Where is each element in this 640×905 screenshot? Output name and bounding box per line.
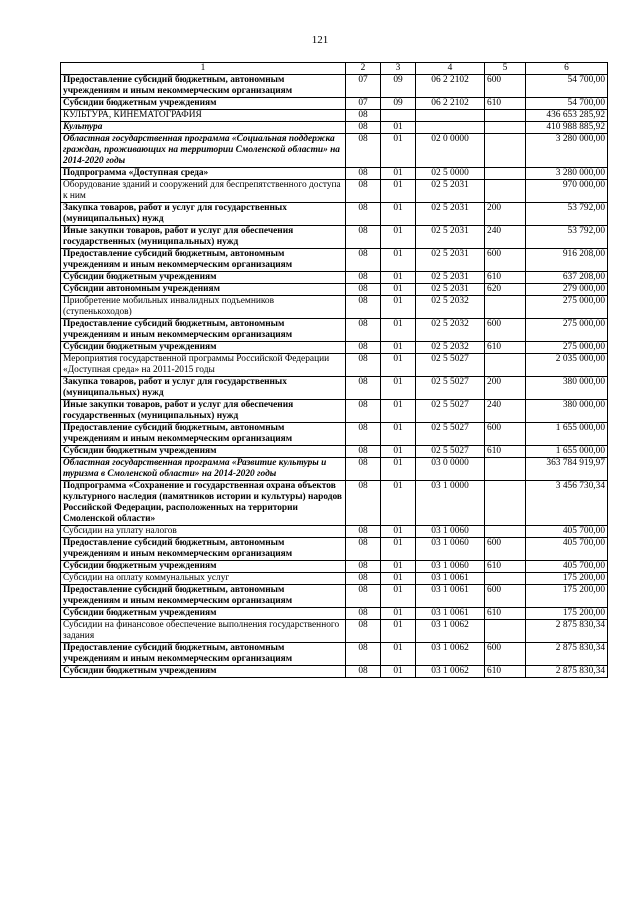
subsection-code: 09: [381, 75, 416, 98]
subsection-code: 09: [381, 98, 416, 110]
row-name: Предоставление субсидий бюджетным, автономным учреждениям и иным некоммерческим организациям: [61, 75, 346, 98]
expense-type-code: 610: [485, 446, 526, 458]
amount: 436 653 285,92: [526, 110, 608, 122]
section-code: 08: [346, 319, 381, 342]
amount: 405 700,00: [526, 561, 608, 573]
table-row: [61, 643, 608, 666]
expense-type-code: [485, 122, 526, 134]
target-article-code: 02 5 2031: [416, 203, 485, 226]
target-article-code: 02 5 2031: [416, 284, 485, 296]
section-code: 08: [346, 526, 381, 538]
section-code: 08: [346, 666, 381, 678]
section-code: 08: [346, 561, 381, 573]
subsection-code: 01: [381, 272, 416, 284]
row-name: КУЛЬТУРА, КИНЕМАТОГРАФИЯ: [61, 110, 346, 122]
amount: 405 700,00: [526, 538, 608, 561]
row-name: Закупка товаров, работ и услуг для государственных (муниципальных) нужд: [61, 377, 346, 400]
row-name: Субсидии бюджетным учреждениям: [61, 561, 346, 573]
table-row: [61, 284, 608, 296]
subsection-code: 01: [381, 458, 416, 481]
target-article-code: 03 1 0061: [416, 573, 485, 585]
section-code: 08: [346, 342, 381, 354]
subsection-code: 01: [381, 249, 416, 272]
subsection-code: 01: [381, 284, 416, 296]
section-code: 08: [346, 585, 381, 608]
target-article-code: 02 5 2032: [416, 296, 485, 319]
row-name: Культура: [61, 122, 346, 134]
subsection-code: 01: [381, 643, 416, 666]
table-row: [61, 134, 608, 168]
amount: 970 000,00: [526, 180, 608, 203]
expense-type-code: 610: [485, 98, 526, 110]
subsection-code: 01: [381, 203, 416, 226]
row-name: Закупка товаров, работ и услуг для государственных (муниципальных) нужд: [61, 203, 346, 226]
target-article-code: 03 1 0061: [416, 608, 485, 620]
table-row: [61, 573, 608, 585]
subsection-code: 01: [381, 620, 416, 643]
subsection-code: 01: [381, 377, 416, 400]
expense-type-code: [485, 573, 526, 585]
amount: 3 280 000,00: [526, 134, 608, 168]
expense-type-code: [485, 458, 526, 481]
target-article-code: 02 5 2031: [416, 272, 485, 284]
budget-table: [60, 62, 608, 678]
target-article-code: 02 5 2031: [416, 249, 485, 272]
section-code: 08: [346, 481, 381, 526]
expense-type-code: 600: [485, 538, 526, 561]
section-code: 08: [346, 110, 381, 122]
expense-type-code: 200: [485, 203, 526, 226]
row-name: Субсидии на финансовое обеспечение выполнения государственного задания: [61, 620, 346, 643]
target-article-code: 02 5 5027: [416, 354, 485, 377]
subsection-code: 01: [381, 481, 416, 526]
subsection-code: 01: [381, 134, 416, 168]
amount: 2 875 830,34: [526, 643, 608, 666]
section-code: 08: [346, 354, 381, 377]
amount: 2 035 000,00: [526, 354, 608, 377]
subsection-code: 01: [381, 526, 416, 538]
row-name: Субсидии бюджетным учреждениям: [61, 666, 346, 678]
section-code: 07: [346, 75, 381, 98]
section-code: 08: [346, 446, 381, 458]
section-code: 08: [346, 458, 381, 481]
target-article-code: 02 5 2031: [416, 226, 485, 249]
row-name: Субсидии бюджетным учреждениям: [61, 342, 346, 354]
amount: 175 200,00: [526, 608, 608, 620]
amount: 1 655 000,00: [526, 446, 608, 458]
table-row: [61, 249, 608, 272]
section-code: 08: [346, 134, 381, 168]
target-article-code: 02 5 0000: [416, 168, 485, 180]
row-name: Иные закупки товаров, работ и услуг для обеспечения государственных (муниципальных) нужд: [61, 400, 346, 423]
section-code: 08: [346, 203, 381, 226]
subsection-code: 01: [381, 122, 416, 134]
column-number: 6: [526, 63, 608, 75]
target-article-code: 02 5 5027: [416, 423, 485, 446]
subsection-code: 01: [381, 354, 416, 377]
table-row: [61, 342, 608, 354]
table-row: [61, 423, 608, 446]
expense-type-code: [485, 620, 526, 643]
expense-type-code: [485, 526, 526, 538]
amount: 275 000,00: [526, 319, 608, 342]
row-name: Предоставление субсидий бюджетным, автономным учреждениям и иным некоммерческим организациям: [61, 249, 346, 272]
table-row: [61, 446, 608, 458]
expense-type-code: [485, 180, 526, 203]
row-name: Субсидии бюджетным учреждениям: [61, 608, 346, 620]
target-article-code: 03 1 0062: [416, 666, 485, 678]
section-code: 08: [346, 377, 381, 400]
amount: 53 792,00: [526, 226, 608, 249]
amount: 54 700,00: [526, 75, 608, 98]
amount: 1 655 000,00: [526, 423, 608, 446]
target-article-code: 02 5 2031: [416, 180, 485, 203]
table-row: [61, 481, 608, 526]
row-name: Предоставление субсидий бюджетным, автономным учреждениям и иным некоммерческим организациям: [61, 538, 346, 561]
row-name: Предоставление субсидий бюджетным, автономным учреждениям и иным некоммерческим организациям: [61, 423, 346, 446]
expense-type-code: [485, 110, 526, 122]
row-name: Областная государственная программа «Социальная поддержка граждан, проживающих на территории Смоленской области» на 2014-2020 годы: [61, 134, 346, 168]
expense-type-code: 610: [485, 666, 526, 678]
section-code: 08: [346, 643, 381, 666]
section-code: 08: [346, 180, 381, 203]
expense-type-code: [485, 168, 526, 180]
table-row: [61, 354, 608, 377]
row-name: Подпрограмма «Доступная среда»: [61, 168, 346, 180]
subsection-code: 01: [381, 168, 416, 180]
expense-type-code: 600: [485, 75, 526, 98]
amount: 53 792,00: [526, 203, 608, 226]
amount: 275 000,00: [526, 342, 608, 354]
row-name: Оборудование зданий и сооружений для беспрепятственного доступа к ним: [61, 180, 346, 203]
amount: 3 456 730,34: [526, 481, 608, 526]
row-name: Субсидии бюджетным учреждениям: [61, 98, 346, 110]
target-article-code: [416, 122, 485, 134]
target-article-code: 03 1 0060: [416, 561, 485, 573]
table-row: [61, 526, 608, 538]
table-row: [61, 203, 608, 226]
row-name: Субсидии на уплату налогов: [61, 526, 346, 538]
section-code: 08: [346, 296, 381, 319]
expense-type-code: 610: [485, 561, 526, 573]
expense-type-code: 600: [485, 319, 526, 342]
row-name: Субсидии бюджетным учреждениям: [61, 272, 346, 284]
table-row: [61, 585, 608, 608]
target-article-code: 03 1 0060: [416, 538, 485, 561]
table-row: [61, 319, 608, 342]
amount: 275 000,00: [526, 296, 608, 319]
column-number: 5: [485, 63, 526, 75]
row-name: Предоставление субсидий бюджетным, автономным учреждениям и иным некоммерческим организациям: [61, 319, 346, 342]
row-name: Иные закупки товаров, работ и услуг для обеспечения государственных (муниципальных) нужд: [61, 226, 346, 249]
table-row: [61, 608, 608, 620]
table-row: [61, 75, 608, 98]
amount: 54 700,00: [526, 98, 608, 110]
target-article-code: 02 5 5027: [416, 377, 485, 400]
amount: 2 875 830,34: [526, 666, 608, 678]
subsection-code: 01: [381, 226, 416, 249]
expense-type-code: 240: [485, 226, 526, 249]
column-number: 2: [346, 63, 381, 75]
subsection-code: 01: [381, 561, 416, 573]
expense-type-code: [485, 134, 526, 168]
row-name: Мероприятия государственной программы Российской Федерации «Доступная среда» на 2011-2015 годы: [61, 354, 346, 377]
expense-type-code: [485, 354, 526, 377]
subsection-code: 01: [381, 342, 416, 354]
table-row: [61, 122, 608, 134]
section-code: 08: [346, 284, 381, 296]
subsection-code: 01: [381, 573, 416, 585]
table-row: [61, 377, 608, 400]
expense-type-code: 600: [485, 585, 526, 608]
expense-type-code: 610: [485, 608, 526, 620]
expense-type-code: [485, 296, 526, 319]
table-row: [61, 561, 608, 573]
expense-type-code: [485, 481, 526, 526]
target-article-code: 02 5 5027: [416, 400, 485, 423]
amount: 380 000,00: [526, 400, 608, 423]
section-code: 08: [346, 226, 381, 249]
section-code: 08: [346, 620, 381, 643]
subsection-code: 01: [381, 180, 416, 203]
column-number: 4: [416, 63, 485, 75]
subsection-code: 01: [381, 585, 416, 608]
row-name: Областная государственная программа «Развитие культуры и туризма в Смоленской области» на 2014-2020 годы: [61, 458, 346, 481]
subsection-code: 01: [381, 296, 416, 319]
expense-type-code: 600: [485, 423, 526, 446]
row-name: Субсидии на оплату коммунальных услуг: [61, 573, 346, 585]
section-code: 08: [346, 122, 381, 134]
table-row: [61, 620, 608, 643]
amount: 175 200,00: [526, 585, 608, 608]
row-name: Предоставление субсидий бюджетным, автономным учреждениям и иным некоммерческим организациям: [61, 585, 346, 608]
amount: 2 875 830,34: [526, 620, 608, 643]
target-article-code: 03 1 0061: [416, 585, 485, 608]
amount: 175 200,00: [526, 573, 608, 585]
table-row: [61, 458, 608, 481]
target-article-code: 02 5 5027: [416, 446, 485, 458]
section-code: 08: [346, 573, 381, 585]
subsection-code: 01: [381, 319, 416, 342]
section-code: 08: [346, 272, 381, 284]
target-article-code: 03 1 0060: [416, 526, 485, 538]
table-row: [61, 666, 608, 678]
amount: 380 000,00: [526, 377, 608, 400]
section-code: 08: [346, 400, 381, 423]
column-number: 3: [381, 63, 416, 75]
subsection-code: [381, 110, 416, 122]
target-article-code: 06 2 2102: [416, 98, 485, 110]
row-name: Предоставление субсидий бюджетным, автономным учреждениям и иным некоммерческим организациям: [61, 643, 346, 666]
amount: 916 208,00: [526, 249, 608, 272]
target-article-code: 02 5 2032: [416, 342, 485, 354]
row-name: Субсидии бюджетным учреждениям: [61, 446, 346, 458]
amount: 3 280 000,00: [526, 168, 608, 180]
section-code: 08: [346, 423, 381, 446]
amount: 405 700,00: [526, 526, 608, 538]
amount: 410 988 885,92: [526, 122, 608, 134]
table-row: [61, 98, 608, 110]
expense-type-code: 610: [485, 272, 526, 284]
expense-type-code: 200: [485, 377, 526, 400]
subsection-code: 01: [381, 608, 416, 620]
section-code: 08: [346, 608, 381, 620]
amount: 637 208,00: [526, 272, 608, 284]
table-row: [61, 226, 608, 249]
subsection-code: 01: [381, 400, 416, 423]
expense-type-code: 600: [485, 249, 526, 272]
expense-type-code: 600: [485, 643, 526, 666]
section-code: 07: [346, 98, 381, 110]
subsection-code: 01: [381, 423, 416, 446]
expense-type-code: 240: [485, 400, 526, 423]
column-number-row: [61, 63, 608, 75]
budget-table-body: [61, 63, 608, 678]
section-code: 08: [346, 249, 381, 272]
section-code: 08: [346, 168, 381, 180]
target-article-code: [416, 110, 485, 122]
subsection-code: 01: [381, 446, 416, 458]
target-article-code: 02 0 0000: [416, 134, 485, 168]
target-article-code: 03 1 0062: [416, 620, 485, 643]
subsection-code: 01: [381, 538, 416, 561]
target-article-code: 03 1 0062: [416, 643, 485, 666]
page-number: 121: [311, 34, 329, 46]
expense-type-code: 620: [485, 284, 526, 296]
subsection-code: 01: [381, 666, 416, 678]
table-row: [61, 168, 608, 180]
target-article-code: 03 0 0000: [416, 458, 485, 481]
amount: 363 784 919,97: [526, 458, 608, 481]
amount: 279 000,00: [526, 284, 608, 296]
target-article-code: 02 5 2032: [416, 319, 485, 342]
table-row: [61, 180, 608, 203]
table-row: [61, 400, 608, 423]
row-name: Подпрограмма «Сохранение и государственная охрана объектов культурного наследия (памятников истории и культуры) народов Российской Федерации, расположенных на территории Смоленской области»: [61, 481, 346, 526]
row-name: Приобретение мобильных инвалидных подъемников (ступенькоходов): [61, 296, 346, 319]
section-code: 08: [346, 538, 381, 561]
target-article-code: 06 2 2102: [416, 75, 485, 98]
table-row: [61, 296, 608, 319]
column-number: 1: [61, 63, 346, 75]
target-article-code: 03 1 0000: [416, 481, 485, 526]
table-row: [61, 110, 608, 122]
expense-type-code: 610: [485, 342, 526, 354]
row-name: Субсидии автономным учреждениям: [61, 284, 346, 296]
table-row: [61, 538, 608, 561]
table-row: [61, 272, 608, 284]
